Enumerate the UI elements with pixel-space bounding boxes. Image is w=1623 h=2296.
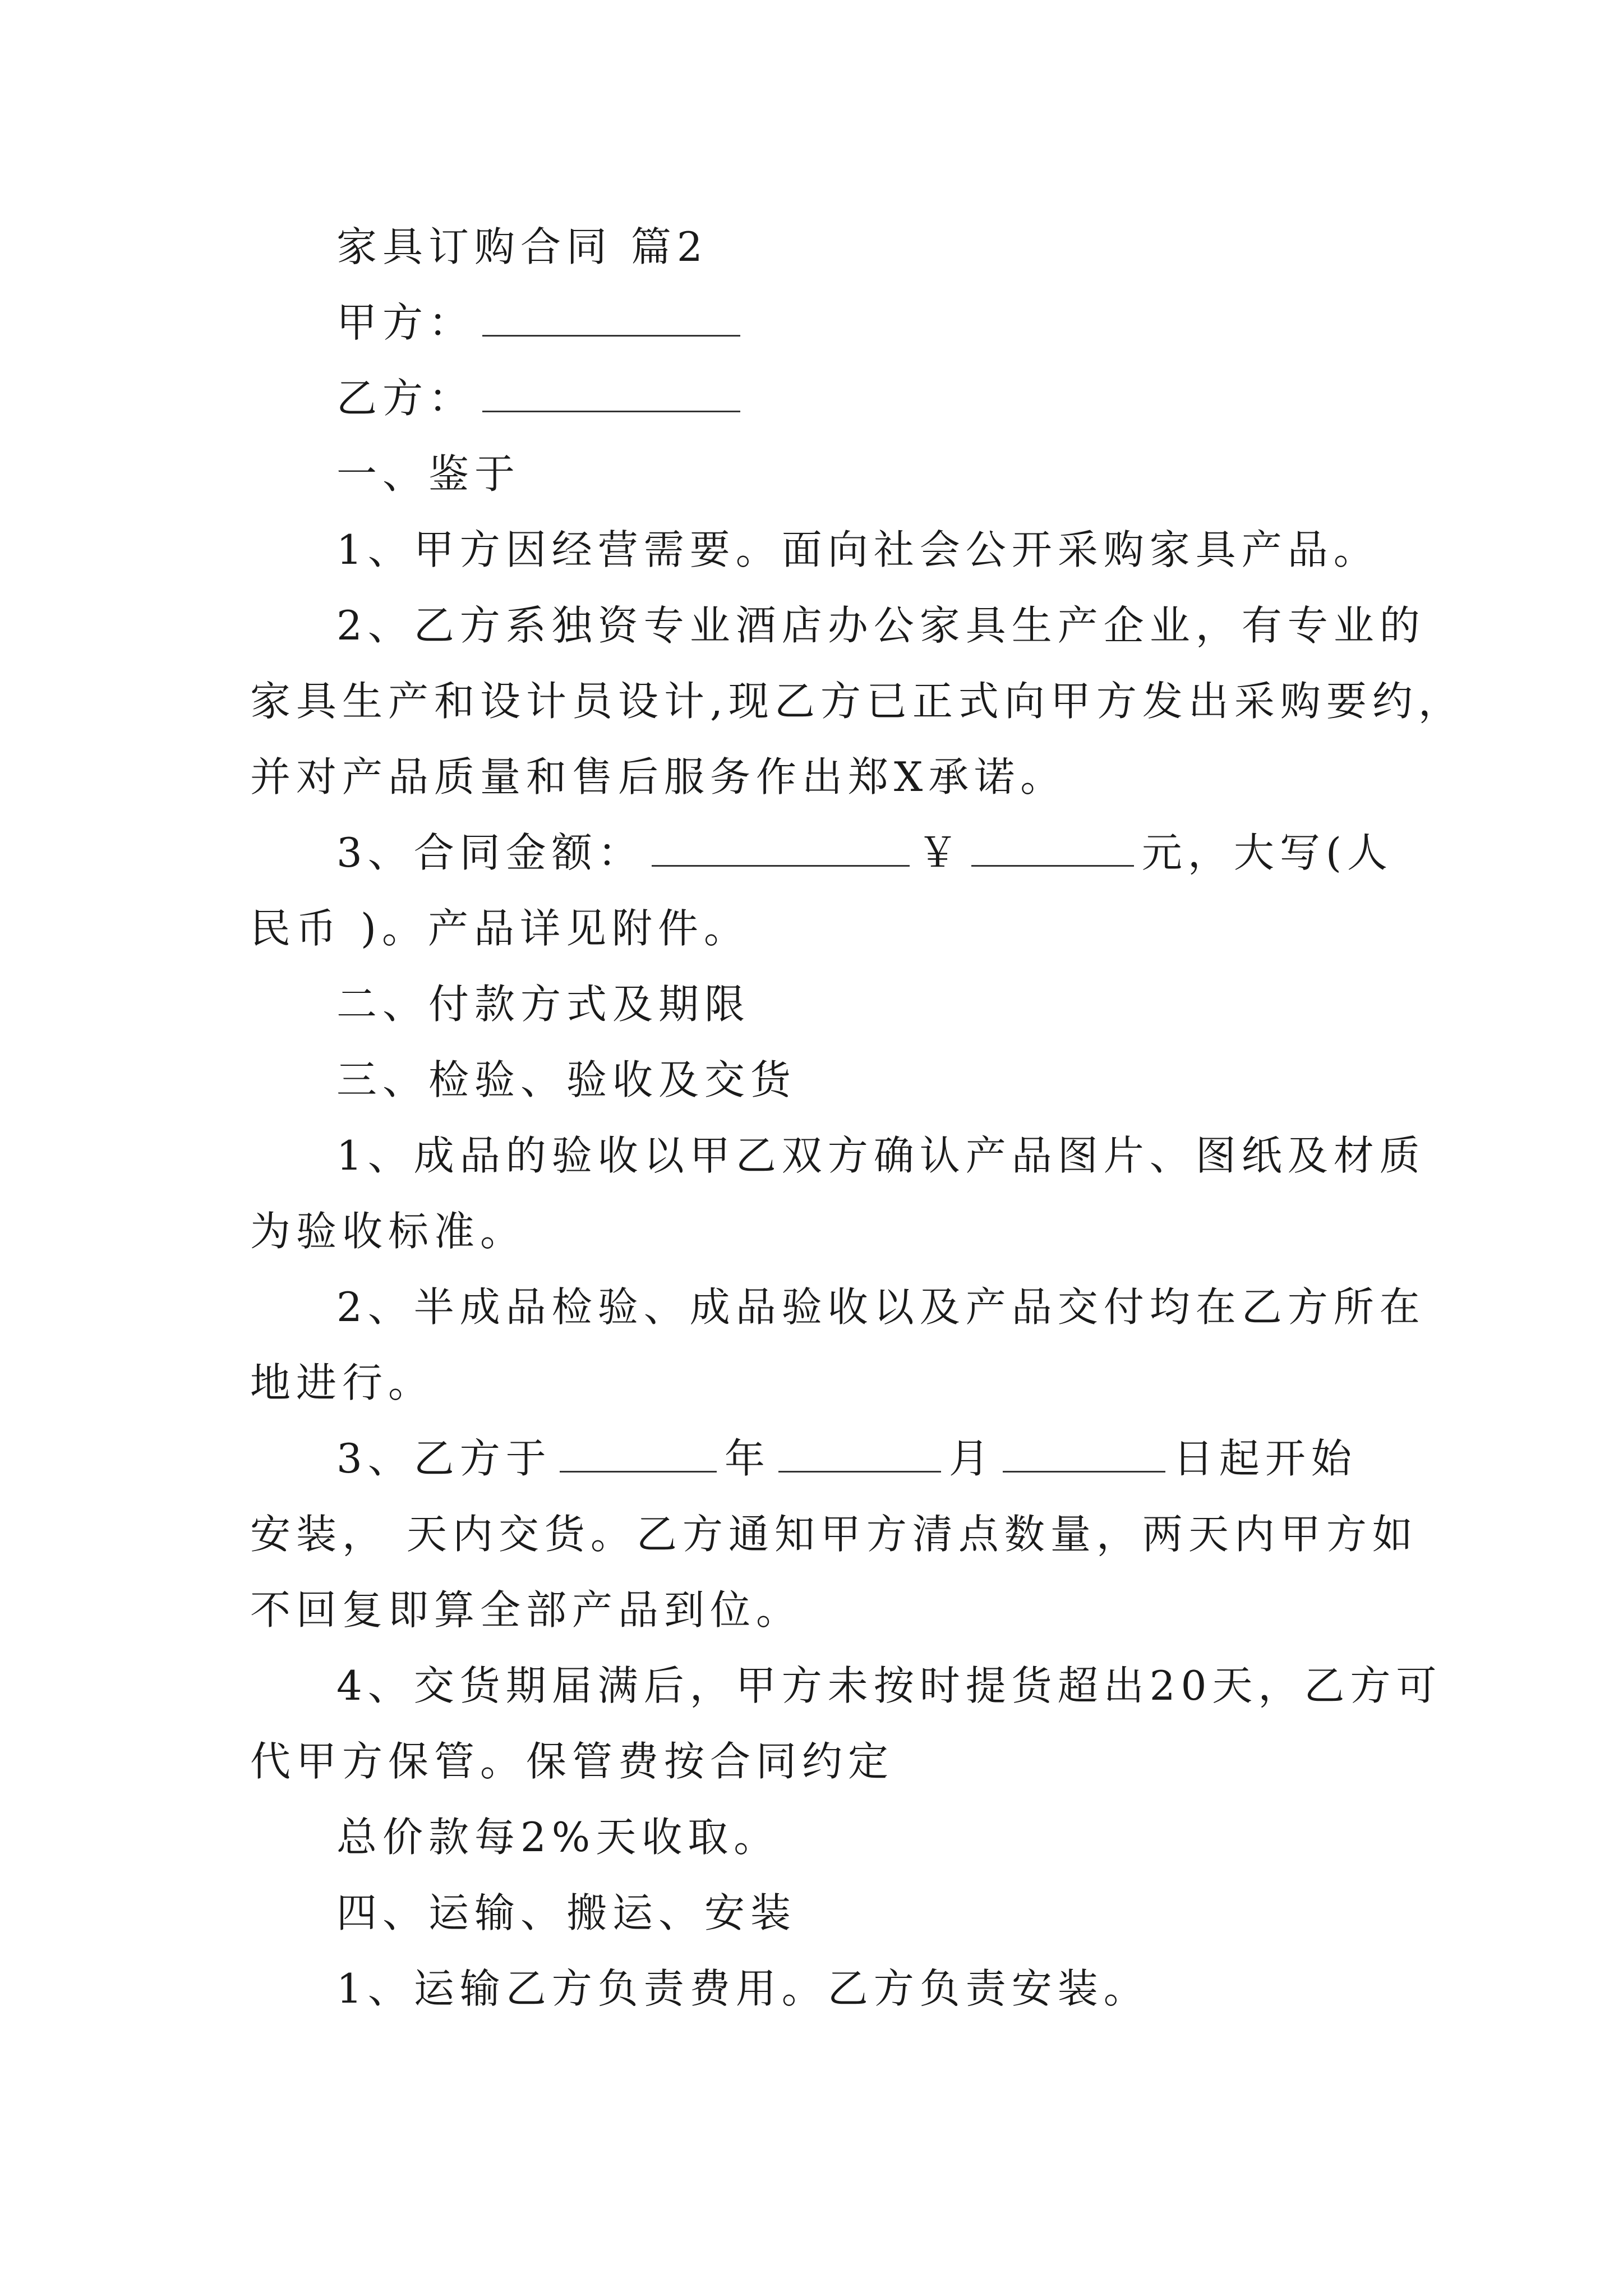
- year-blank: [560, 1442, 717, 1473]
- section-4-heading: 四、运输、搬运、安装: [336, 1889, 797, 1936]
- section-4-item-1: 1、运输乙方负责费用。乙方负责安装。: [336, 1965, 1150, 2012]
- section-3-item-4-line-2: 代甲方保管。保管费按合同约定: [250, 1738, 895, 1785]
- install-date-prefix: 3、乙方于: [336, 1435, 552, 1482]
- contract-amount-label: 3、合同金额：: [336, 829, 644, 876]
- amount-unit-text: 元，大写(人: [1141, 829, 1393, 876]
- day-blank: [1003, 1442, 1165, 1473]
- party-b-line: [336, 370, 748, 426]
- day-label: 日起开始: [1173, 1435, 1357, 1482]
- month-blank: [778, 1442, 941, 1473]
- currency-symbol: ￥: [917, 829, 963, 876]
- section-2-heading: 二、付款方式及期限: [336, 981, 751, 1028]
- party-b-label: 乙方：: [336, 375, 475, 422]
- section-3-heading: 三、检验、验收及交货: [336, 1056, 797, 1103]
- section-3-item-1-line-2: 为验收标准。: [250, 1208, 527, 1255]
- section-3-item-4-line-3: 总价款每2%天收取。: [336, 1814, 780, 1861]
- section-3-item-3-line-1: [336, 1430, 1357, 1487]
- amount-figure-blank: [652, 836, 910, 867]
- section-1-item-3-line-1: [336, 825, 1393, 881]
- section-1-item-2-line-3: 并对产品质量和售后服务作出郑X承诺。: [250, 753, 1067, 800]
- section-1-item-1: 1、甲方因经营需要。面向社会公开采购家具产品。: [336, 526, 1380, 573]
- section-3-item-3-line-2: 安装， 天内交货。乙方通知甲方清点数量，两天内甲方如: [250, 1511, 1418, 1558]
- section-3-item-1-line-1: 1、成品的验收以甲乙双方确认产品图片、图纸及材质: [336, 1132, 1426, 1179]
- amount-blank: [971, 836, 1134, 867]
- year-label: 年: [724, 1435, 771, 1482]
- section-3-item-2-line-1: 2、半成品检验、成品验收以及产品交付均在乙方所在: [336, 1283, 1426, 1331]
- section-3-item-2-line-2: 地进行。: [250, 1359, 435, 1406]
- section-1-item-2-line-1: 2、乙方系独资专业酒店办公家具生产企业，有专业的: [336, 602, 1426, 649]
- section-1-item-3-line-2: 民币 )。产品详见附件。: [250, 905, 750, 952]
- party-b-blank: [482, 381, 740, 412]
- party-a-label: 甲方：: [336, 299, 475, 346]
- month-label: 月: [948, 1435, 995, 1482]
- document-title: 家具订购合同 篇2: [336, 223, 708, 270]
- party-a-blank: [482, 306, 740, 337]
- section-1-item-2-line-2: 家具生产和设计员设计,现乙方已正式向甲方发出采购要约，: [250, 678, 1464, 725]
- party-a-line: [336, 295, 748, 351]
- section-3-item-4-line-1: 4、交货期届满后，甲方未按时提货超出20天，乙方可: [336, 1662, 1442, 1709]
- section-3-item-3-line-3: 不回复即算全部产品到位。: [250, 1586, 803, 1634]
- section-1-heading: 一、鉴于: [336, 450, 521, 498]
